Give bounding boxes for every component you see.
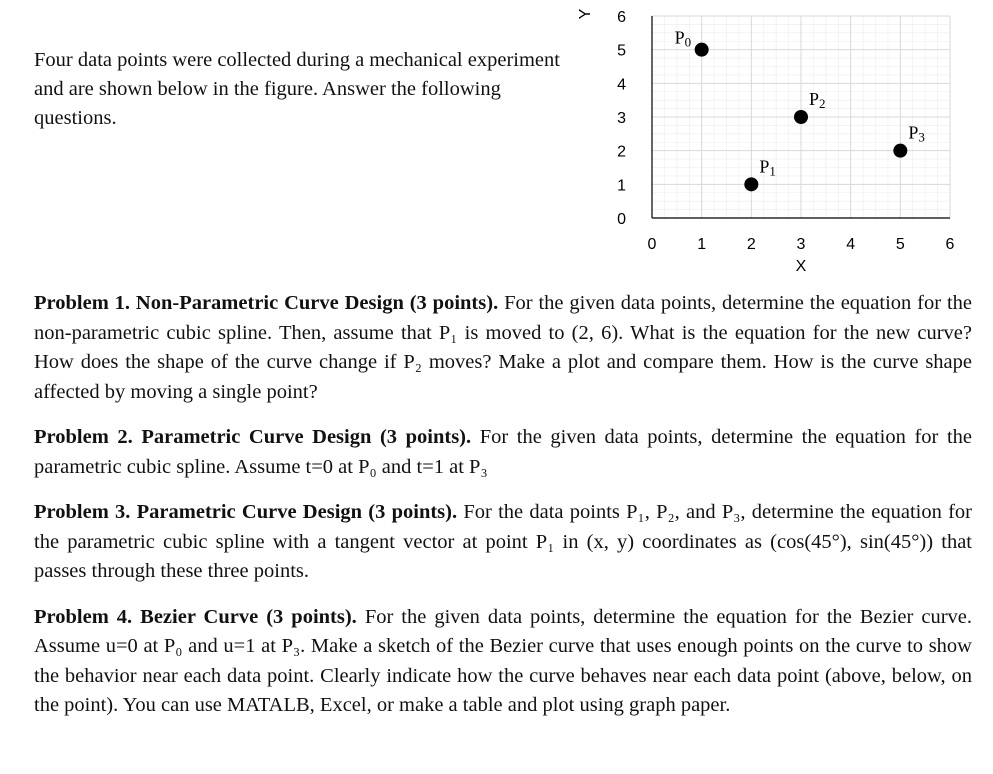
problem-4	[34, 603, 972, 721]
x-tick-label: 3	[796, 236, 806, 253]
data-point-p0	[695, 43, 709, 57]
scatter-chart	[577, 0, 980, 285]
y-tick-label: 2	[617, 143, 626, 161]
x-axis-label: X	[795, 258, 807, 275]
x-tick-label: 0	[647, 236, 657, 253]
x-tick-label: 2	[746, 236, 756, 253]
y-tick-label: 6	[617, 9, 626, 26]
problem-1-heading: Problem 1. Non-Parametric Curve Design (3 points).	[34, 292, 499, 314]
problem-1-body: For the given data points, determine the equation for the non-parametric cubic spline. Then, assume that P₁ is moved to (2, 6). What is the equation for the new curve? How does the shape of the curve change if P₂ moves? Make a plot and compare them. How is the curve shape affected by moving a single point?	[34, 292, 973, 403]
data-points	[675, 28, 925, 192]
data-point-p2	[794, 110, 808, 124]
x-tick-label: 1	[697, 236, 707, 253]
problem-2-heading: Problem 2. Parametric Curve Design (3 points).	[34, 426, 472, 448]
problem-4-heading: Problem 4. Bezier Curve (3 points).	[34, 605, 357, 628]
problem-3-body: For the data points P₁, P₂, and P₃, determine the equation for the parametric cubic spline with a tangent vector at point P₁ in (x, y) coordinates as (cos(45°), sin(45°)) that passes through these three points.	[34, 501, 972, 582]
y-tick-label: 0	[617, 211, 626, 228]
problem-4-body: For the given data points, determine the equation for the Bezier curve. Assume u=0 at P₀ and u=1 at P₃. Make a sketch of the Bezier curve that uses enough points on the curve to show the behavior near each data point. Clearly indicate how the curve behaves near each data point (above, below, on the point). You can use MATALB, Excel, or make a table and plot using graph paper.	[34, 605, 973, 716]
problem-3	[34, 498, 972, 587]
y-tick-labels	[617, 9, 626, 228]
y-tick-label: 3	[617, 110, 626, 127]
problem-2-body: For the given data points, determine the equation for the parametric cubic spline. Assume t=0 at P₀ and t=1 at P₃	[34, 426, 972, 478]
x-tick-labels	[648, 236, 955, 253]
problems-section	[34, 289, 972, 721]
y-tick-label: 5	[617, 42, 626, 60]
point-label-p0: P0	[674, 27, 692, 50]
point-label-p3: P3	[908, 122, 925, 145]
point-label-p2: P2	[809, 89, 826, 111]
data-point-p1	[744, 177, 758, 191]
x-tick-label: 5	[895, 236, 905, 253]
y-axis-label: Y	[577, 8, 594, 20]
data-point-p3	[893, 144, 907, 158]
x-tick-label: 4	[846, 236, 856, 253]
point-label-p1: P1	[759, 156, 776, 179]
y-tick-label: 4	[617, 76, 626, 94]
y-tick-label: 1	[617, 177, 626, 195]
intro-paragraph: Four data points were collected during a mechanical experiment and are shown below in the figure. Answer the following questions.	[34, 49, 560, 129]
problem-3-heading: Problem 3. Parametric Curve Design (3 points).	[34, 501, 458, 523]
x-tick-label: 6	[945, 236, 955, 253]
problem-2	[34, 423, 972, 482]
problem-1	[34, 289, 972, 407]
